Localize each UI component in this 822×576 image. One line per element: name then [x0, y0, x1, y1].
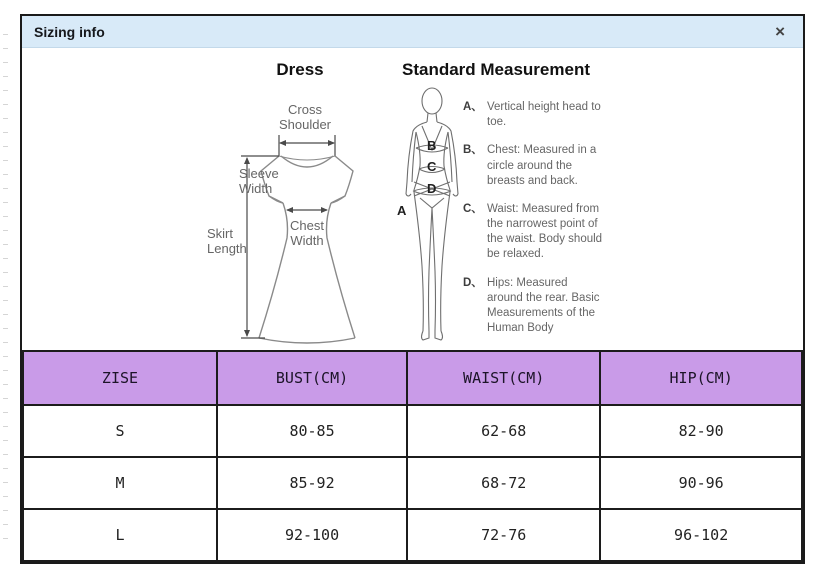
cell-size-s: S — [23, 405, 217, 457]
note-a-letter: A、 — [463, 101, 483, 113]
dress-section-title: Dress — [276, 60, 324, 79]
body-label-c: C — [427, 159, 437, 174]
note-c-letter: C、 — [463, 202, 483, 215]
cross-shoulder-label-line1: Cross — [288, 102, 322, 117]
note-d — [463, 276, 605, 337]
body-label-d: D — [427, 181, 437, 196]
note-c — [463, 202, 605, 263]
cell-waist-m: 68-72 — [407, 457, 600, 509]
cell-hip-l: 96-102 — [600, 509, 802, 561]
dress-diagram — [195, 98, 387, 350]
body-label-a: A — [397, 203, 407, 218]
table-row — [23, 509, 802, 561]
sleeve-width-label-line1: Sleeve — [239, 166, 279, 181]
note-c-text: Waist: Measured from the narrowest point of the waist. Body should be relaxed. — [487, 202, 603, 261]
close-icon[interactable]: × — [775, 22, 785, 41]
measurement-section-title: Standard Measurement — [402, 60, 590, 79]
cross-shoulder-arrow — [279, 135, 335, 156]
cell-hip-s: 82-90 — [600, 405, 802, 457]
note-b — [463, 143, 605, 189]
cell-waist-l: 72-76 — [407, 509, 600, 561]
table-header-row — [23, 351, 802, 405]
body-label-b: B — [427, 138, 437, 153]
measurement-notes — [463, 100, 605, 336]
size-chart-table — [22, 350, 803, 562]
note-b-text: Chest: Measured in a circle around the breasts and back. — [487, 144, 597, 187]
header-hip: HIP(CM) — [600, 351, 802, 405]
sleeve-width-label-line2: Width — [239, 181, 273, 196]
skirt-length-label-line1: Skirt — [207, 226, 233, 241]
cell-bust-s: 80-85 — [217, 405, 407, 457]
cell-bust-m: 85-92 — [217, 457, 407, 509]
table-row — [23, 457, 802, 509]
dialog-titlebar — [22, 16, 803, 48]
dress-outline — [259, 156, 355, 343]
skirt-length-label-line2: Length — [207, 241, 247, 256]
cell-size-l: L — [23, 509, 217, 561]
cross-shoulder-label-line2: Shoulder — [278, 117, 332, 132]
scan-ruler-ticks — [3, 34, 8, 539]
note-b-letter: B、 — [463, 144, 483, 157]
note-a — [463, 100, 605, 130]
body-outline — [406, 88, 458, 340]
header-bust: BUST(CM) — [217, 351, 407, 405]
dialog-title: Sizing info — [34, 23, 105, 40]
header-waist: WAIST(CM) — [407, 351, 600, 405]
header-size: ZISE — [23, 351, 217, 405]
cell-hip-m: 90-96 — [600, 457, 802, 509]
table-row — [23, 405, 802, 457]
cell-waist-s: 62-68 — [407, 405, 600, 457]
note-a-text: Vertical height head to toe. — [487, 101, 601, 129]
note-d-text: Hips: Measured around the rear. Basic Measurements of the Human Body — [487, 276, 600, 335]
chest-width-label-line1: Chest — [290, 218, 324, 233]
cell-size-m: M — [23, 457, 217, 509]
cell-bust-l: 92-100 — [217, 509, 407, 561]
note-d-letter: D、 — [463, 276, 483, 289]
chest-width-label-line2: Width — [290, 233, 324, 248]
sizing-info-dialog — [20, 14, 805, 564]
